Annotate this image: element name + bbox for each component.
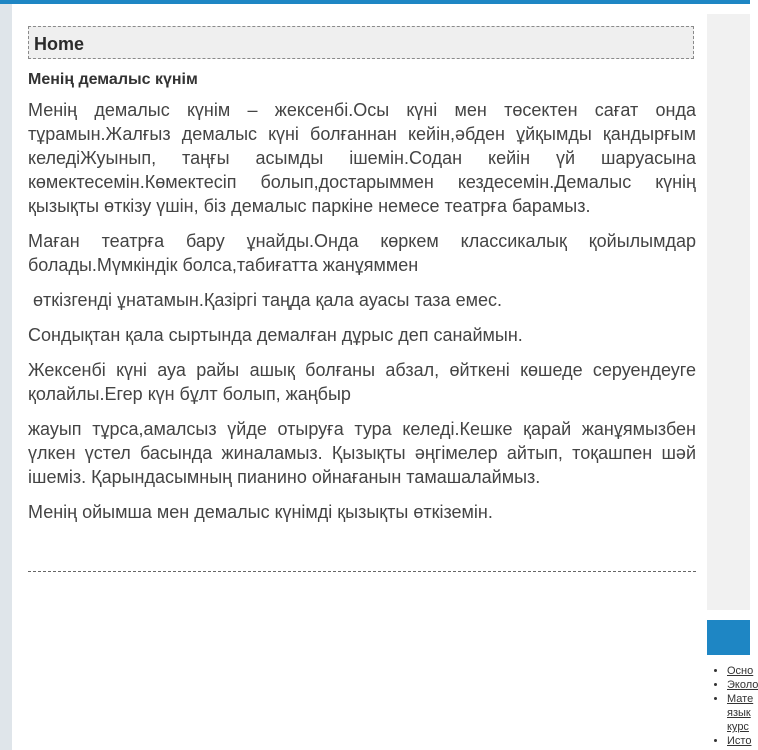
paragraph: өткізгенді ұнатамын.Қазіргі таңда қала ауасы таза емес. — [28, 290, 502, 310]
paragraph: Жексенбі күні ауа райы ашық болғаны абзал, өйткені көшеде серуендеуге қолайлы.Егер күн бұлт болып, жаңбыр — [28, 360, 696, 404]
main-content — [12, 4, 707, 750]
paragraph: Маған театрға бару ұнайды.Онда көркем классикалық қойылымдар болады.Мүмкіндік болса,табиғатта жанұяммен — [28, 231, 696, 275]
sidebar-header — [707, 620, 750, 655]
page-title: Менің демалыс күнім — [28, 71, 198, 88]
sidebar-link[interactable]: • Эколо — [727, 678, 750, 692]
sidebar-link[interactable]: • Осно — [727, 664, 750, 678]
content-divider — [28, 571, 696, 572]
left-margin-strip — [0, 4, 12, 750]
article-body — [28, 98, 696, 535]
sidebar-panel — [707, 14, 750, 610]
paragraph: жауып тұрса,амалсыз үйде отыруға тура келеді.Кешке қарай жанұямызбен үлкен үстел басында жиналамыз. Қызықты әңгімелер айтып, тоқашпен шәй ішеміз. Қарындасымның пианино ойнағанын тамашалаймыз. — [28, 419, 696, 487]
paragraph: Менің демалыс күнім – жексенбі.Осы күні мен төсектен сағат онда тұрамын.Жалғыз демалыс күні болғаннан кейін,әбден ұйқымды қандырғым келедіЖуынып, таңғы асымды ішемін.Содан кейін үй шаруасына көмектесемін.Көмектесіп болып,достарыммен кездесемін.Демалыс күнің қызықты өткізу үшін, біз демалыс паркіне немесе театрға барамыз. — [28, 100, 696, 216]
sidebar-link-list — [707, 664, 758, 750]
sidebar-link[interactable]: • Мате язык курс — [727, 692, 750, 734]
breadcrumb — [28, 26, 694, 59]
sidebar-link[interactable]: • Исто — [727, 734, 750, 748]
paragraph: Менің ойымша мен демалыс күнімді қызықты өткіземін. — [28, 502, 493, 522]
paragraph: Сондықтан қала сыртында демалған дұрыс деп санаймын. — [28, 325, 523, 345]
breadcrumb-home-link[interactable]: Home — [34, 34, 85, 54]
